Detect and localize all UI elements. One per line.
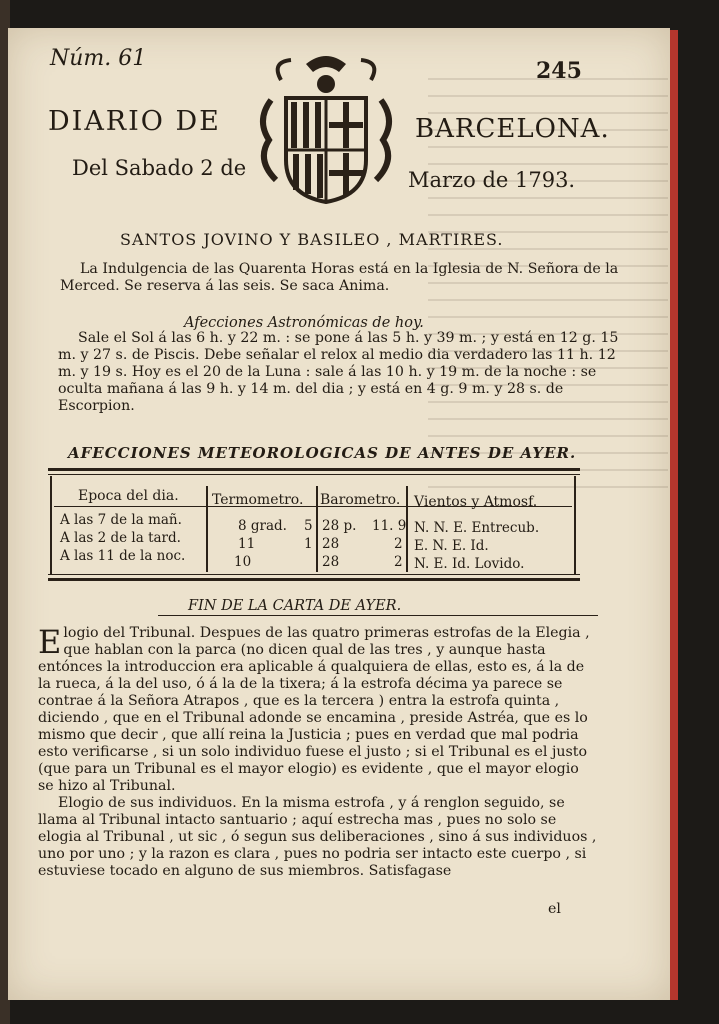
table-row-3-baro-lines: 2 [394, 554, 403, 570]
table-row-3-termo: 10 [234, 554, 252, 570]
astro-text: Sale el Sol á las 6 h. y 22 m. : se pone á las 5 h. y 39 m. ; y está en 12 g. 15 m. y 27 s. de Piscis. Debe señalar el relox al medio dia verdadero las 11 h. 12 m. y 19 s. Hoy es el 20 de la Luna : sale á las 10 h. y 19 m. de la noche : se oculta mañana á las 9 h. y 14 m. del dia ; y está en 4 g. 9 m. y 28 s. de Escorpion. [58, 330, 619, 414]
table-row-1-viento: N. N. E. Entrecub. [414, 520, 540, 536]
table-row-3-epoca: A las 11 de la noc. [60, 548, 186, 564]
table-row-2-termo-fraction: 1 [304, 536, 313, 552]
table-row-1-baro-lines: 11. 9 [372, 518, 407, 534]
letter-text [38, 625, 598, 880]
drop-cap: E [38, 623, 62, 661]
table-row-2-viento: E. N. E. Id. [414, 538, 489, 554]
table-row-3-viento: N. E. Id. Lovido. [414, 556, 525, 572]
page-number: 245 [536, 58, 582, 84]
letter-paragraph-2: Elogio de sus individuos. En la misma estrofa , y á renglon seguido, se llama al Tribunal intacto santuario ; aquí estrecha mas , pues no solo se elogia al Tribunal , ut sic , ó segun sus deliberaciones , sino á sus individuos , uno por uno ; y la razon es clara , pues no podria ser intacto este cuerpo , si estuviese tocado en alguno de sus miembros. Satisfagase [38, 795, 597, 879]
catchword: el [548, 901, 561, 917]
divider [158, 615, 598, 616]
masthead-title-left: DIARIO DE [48, 106, 221, 137]
col-header-termometro: Termometro. [212, 492, 304, 508]
masthead-title-right: BARCELONA. [415, 114, 610, 144]
col-header-barometro: Barometro. [320, 492, 401, 508]
table-row-2-baro-lines: 2 [394, 536, 403, 552]
issue-number: Núm. 61 [50, 46, 147, 71]
section-heading-fin: FIN DE LA CARTA DE AYER. [188, 598, 402, 614]
page-edge [670, 30, 678, 1000]
coat-of-arms-icon [251, 50, 401, 210]
table-row-3-baro: 28 [322, 554, 340, 570]
table-row-1-baro: 28 p. [322, 518, 357, 534]
col-header-epoca: Epoca del dia. [78, 488, 179, 504]
table-row-2-baro: 28 [322, 536, 340, 552]
date-left: Del Sabado 2 de [72, 156, 247, 180]
saints-of-the-day: SANTOS JOVINO Y BASILEO , MARTIRES. [120, 230, 504, 249]
astro-heading: Afecciones Astronómicas de hoy. [184, 315, 424, 331]
table-row-1-epoca: A las 7 de la mañ. [60, 512, 182, 528]
date-right: Marzo de 1793. [408, 168, 576, 192]
newspaper-page [8, 28, 670, 1000]
letter-paragraph-1: logio del Tribunal. Despues de las quatro primeras estrofas de la Elegia , que hablan con la parca (no dicen qual de las tres , y aunque hasta entónces la introduccion era aplicable á qualquiera de ellas, esto es, á la de la rueca, á la del uso, ó á la de la tixera; á la estrofa décima ya parece se contrae á la Señora Atrapos , que es la tercera ) entra la estrofa quinta , diciendo , que en el Tribunal adonde se encamina , preside Astréa, que es lo mismo que decir , que allí reina la Justicia ; pues en verdad que mal podria esto verificarse , si un solo individuo fuese el justo ; si el Tribunal es el justo (que para un Tribunal es el mayor elogio) es evidente , que el mayor elogio se hizo al Tribunal. [38, 625, 590, 794]
indulgence-notice: La Indulgencia de las Quarenta Horas está en la Iglesia de N. Señora de la Merced. Se reserva á las seis. Se saca Anima. [60, 261, 619, 294]
table-row-1-termo-fraction: 5 [304, 518, 313, 534]
table-row-2-epoca: A las 2 de la tard. [60, 530, 181, 546]
table-row-2-termo: 11 [238, 536, 256, 552]
table-row-1-termo: 8 grad. [238, 518, 287, 534]
col-header-vientos: Vientos y Atmosf. [414, 494, 538, 510]
meteo-heading: AFECCIONES METEOROLOGICAS DE ANTES DE AYER. [68, 444, 577, 462]
weather-table [48, 468, 580, 584]
